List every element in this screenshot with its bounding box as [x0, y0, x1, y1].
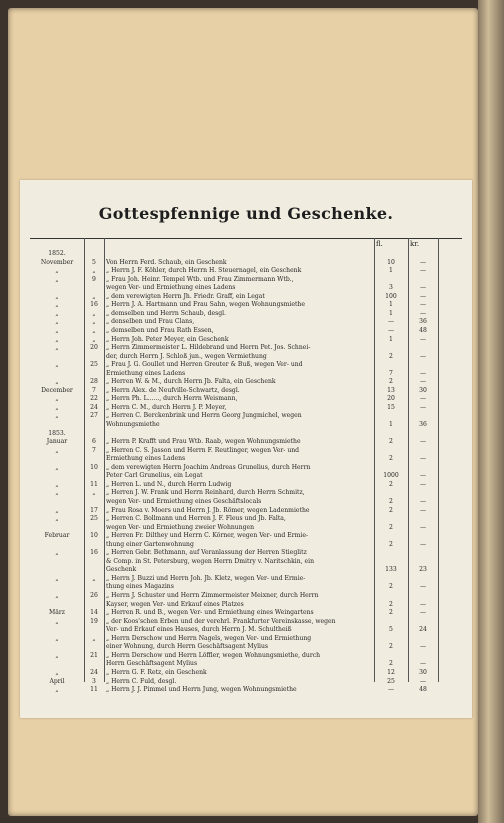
day-cell: 7 — [92, 446, 96, 454]
entry-text: „ Herrn Alex. de Neufville-Schwartz, desgl. — [106, 386, 240, 394]
table-row — [30, 532, 462, 540]
entry-text: „ der Koos'schen Erben und der verehrl. Frankfurter Vereinskasse, wegen — [106, 617, 336, 625]
entry-text: „ dem verewigten Herrn Jh. Friedr. Graff, ein Legat — [106, 292, 265, 300]
month-cell: „ — [55, 361, 59, 369]
table-row — [30, 293, 462, 301]
florin-amount: 10 — [387, 258, 395, 266]
florin-amount: — — [387, 318, 395, 326]
table-row — [30, 318, 462, 326]
table-row — [30, 327, 462, 335]
kreuzer-amount: — — [419, 609, 427, 617]
month-cell: „ — [55, 668, 59, 676]
entry-text: „ Frau Joh. Heinr. Tempel Wtb. und Frau Zimmermann Wtb., — [106, 275, 294, 283]
entry-text: „ demselben und Frau Rath Essen, — [106, 326, 214, 334]
table-row — [30, 353, 462, 361]
month-cell: „ — [55, 344, 59, 352]
florin-amount: 2 — [389, 600, 393, 608]
day-cell: „ — [92, 318, 96, 326]
entry-text: Ermiethung eines Ladens — [106, 455, 186, 463]
table-row — [30, 404, 462, 412]
kreuzer-amount: — — [419, 335, 427, 343]
table-row — [30, 421, 462, 429]
month-cell: „ — [55, 506, 59, 514]
day-cell: 5 — [92, 258, 96, 266]
day-cell: „ — [92, 574, 96, 582]
month-cell: „ — [55, 309, 59, 317]
kreuzer-amount: 36 — [419, 421, 427, 428]
month-cell: „ — [55, 446, 59, 454]
day-cell: 24 — [90, 668, 98, 676]
table-row — [30, 601, 462, 609]
table-row — [30, 558, 462, 566]
month-cell: „ — [55, 592, 59, 599]
table-row — [30, 507, 462, 515]
entry-text: „ Herren W. & M., durch Herrn Jb. Falta, ein Geschenk — [106, 378, 276, 386]
day-cell: 11 — [90, 480, 98, 488]
florin-amount: 1000 — [383, 472, 399, 480]
kreuzer-amount: — — [419, 643, 427, 651]
table-row — [30, 310, 462, 318]
month-cell: „ — [55, 651, 59, 659]
table-row — [30, 669, 462, 677]
table-row — [30, 259, 462, 267]
entry-text: „ Herrn P. Krafft und Frau Wtb. Raab, wegen Wohnungsmiethe — [106, 438, 301, 446]
entry-text: „ Herren C. Berckenbrink und Herrn Georg Jungmichel, wegen — [106, 412, 302, 420]
entry-text: Wohnungsmiethe — [106, 421, 160, 428]
entry-text: „ Herren Fr. Dilthey und Herrn C. Körner, wegen Ver- und Ermie- — [106, 532, 309, 540]
day-cell: 16 — [90, 549, 98, 557]
day-cell: 20 — [90, 344, 98, 352]
table-row — [30, 541, 462, 549]
day-cell: 9 — [92, 275, 96, 283]
day-cell: 14 — [90, 609, 98, 617]
month-cell: „ — [55, 403, 59, 411]
month-cell: „ — [55, 515, 59, 523]
month-cell: 1852. — [48, 250, 66, 257]
day-cell: „ — [92, 267, 96, 275]
month-cell: „ — [55, 617, 59, 625]
florin-amount: 1 — [389, 301, 393, 309]
month-cell: „ — [55, 574, 59, 582]
month-cell: Januar — [46, 438, 68, 446]
month-cell: „ — [55, 634, 59, 642]
day-cell: 26 — [90, 592, 98, 599]
day-cell: 6 — [92, 438, 96, 446]
day-cell: „ — [92, 326, 96, 334]
month-cell: März — [49, 609, 65, 617]
table-row — [30, 447, 462, 455]
entry-text: „ Herrn C. Fuld, desgl. — [106, 677, 177, 685]
day-cell: 16 — [90, 301, 98, 309]
month-cell: „ — [55, 301, 59, 309]
kreuzer-amount: — — [419, 497, 427, 505]
entry-text: „ Herren C. Bollmann und Herren J. F. Fleus und Jb. Falta, — [106, 515, 286, 523]
entry-text: „ Herrn Ph. L......, durch Herrn Weismann, — [106, 395, 238, 403]
table-row — [30, 336, 462, 344]
entry-text: „ Herrn J. Buzzi und Herrn Joh. Jb. Kletz, wegen Ver- und Ermie- — [106, 574, 306, 582]
entry-text: „ Herren C. S. Jasson und Herrn F. Reutlinger, wegen Ver- und — [106, 446, 300, 454]
florin-amount: 2 — [389, 523, 393, 531]
day-cell: 19 — [90, 617, 98, 625]
kreuzer-amount: 23 — [419, 566, 427, 574]
kreuzer-amount: 30 — [419, 386, 427, 394]
month-cell: „ — [55, 318, 59, 326]
entry-text: Ermiethung eines Ladens — [106, 369, 186, 377]
column-header-kr: kr. — [410, 240, 420, 248]
entry-text: „ Herrn J. J. Pimmel und Herrn Jung, wegen Wohnungsmiethe — [106, 686, 297, 694]
kreuzer-amount: — — [419, 506, 427, 514]
column-header-fl: fl. — [376, 240, 383, 248]
entry-text: „ Herrn C. M., durch Herrn J. P. Meyer, — [106, 403, 227, 411]
table-row — [30, 430, 462, 438]
book-spine — [478, 0, 504, 823]
florin-amount: 1 — [389, 267, 393, 275]
month-cell: December — [41, 386, 73, 394]
kreuzer-amount: — — [419, 284, 427, 292]
kreuzer-amount: — — [419, 660, 427, 668]
kreuzer-amount: — — [419, 395, 427, 403]
kreuzer-amount: 48 — [419, 326, 427, 334]
table-row — [30, 566, 462, 574]
florin-amount: 2 — [389, 497, 393, 505]
table-row — [30, 455, 462, 463]
day-cell: 10 — [90, 532, 98, 540]
table-row — [30, 635, 462, 643]
table-row — [30, 678, 462, 686]
florin-amount: 12 — [387, 668, 395, 676]
kreuzer-amount: — — [419, 677, 427, 685]
month-cell: „ — [55, 686, 59, 694]
florin-amount: — — [387, 326, 395, 334]
kreuzer-amount: — — [419, 455, 427, 463]
pasted-page — [20, 180, 472, 718]
day-cell: „ — [92, 634, 96, 642]
florin-amount: 2 — [389, 455, 393, 463]
entry-text: Ver- und Erkauf eines Hauses, durch Herrn J. M. Schultheiß — [106, 626, 292, 634]
kreuzer-amount: — — [419, 523, 427, 531]
day-cell: 27 — [90, 412, 98, 420]
entry-text: „ denselben und Frau Clans, — [106, 318, 195, 326]
kreuzer-amount: — — [419, 258, 427, 266]
entry-text: thung eines Magazins — [106, 583, 174, 591]
florin-amount: 2 — [389, 583, 393, 591]
florin-amount: 1 — [389, 335, 393, 343]
month-cell: „ — [55, 549, 59, 557]
florin-amount: 2 — [389, 378, 393, 386]
top-rule — [30, 238, 462, 239]
kreuzer-amount: — — [419, 540, 427, 548]
month-cell: „ — [55, 335, 59, 343]
kreuzer-amount: 48 — [419, 686, 427, 694]
day-cell: 10 — [90, 463, 98, 471]
table-row — [30, 498, 462, 506]
entry-text: „ demselben und Herrn Schaub, desgl. — [106, 309, 226, 317]
table-row — [30, 250, 462, 258]
table-row — [30, 489, 462, 497]
entry-text: „ Herren J. W. Frank und Herrn Reinhard, durch Herrn Schmitz, — [106, 489, 305, 497]
table-row — [30, 344, 462, 352]
table-row — [30, 660, 462, 668]
entry-text: einer Wohnung, durch Herrn Geschäftsagent Mylius — [106, 643, 269, 651]
month-cell: 1853. — [48, 429, 66, 437]
day-cell: 25 — [90, 361, 98, 369]
florin-amount: 2 — [389, 540, 393, 548]
month-cell: „ — [55, 292, 59, 300]
table-row — [30, 267, 462, 275]
day-cell: 11 — [90, 686, 98, 694]
kreuzer-amount: — — [419, 369, 427, 377]
kreuzer-amount: — — [419, 600, 427, 608]
month-cell: „ — [55, 489, 59, 497]
month-cell: November — [40, 258, 74, 266]
table-row — [30, 592, 462, 600]
kreuzer-amount: — — [419, 267, 427, 275]
month-cell: „ — [55, 463, 59, 471]
month-cell: Februar — [44, 532, 70, 540]
florin-amount: 3 — [389, 284, 393, 292]
table-row — [30, 378, 462, 386]
entry-text: & Comp. in St. Petersburg, wegen Herrn Dmitry v. Naritschkin, ein — [106, 557, 315, 565]
table-row — [30, 301, 462, 309]
florin-amount: 7 — [389, 369, 393, 377]
florin-amount: 25 — [387, 677, 395, 685]
entry-text: „ Herrn J. Schuster und Herrn Zimmermeister Meixner, durch Herrn — [106, 592, 319, 599]
table-row — [30, 686, 462, 694]
day-cell: 17 — [90, 506, 98, 514]
entry-text: „ Herrn J. F. Köhler, durch Herrn H. Steuernagel, ein Geschenk — [106, 267, 302, 275]
kreuzer-amount: — — [419, 301, 427, 309]
day-cell: 3 — [92, 677, 96, 685]
table-row — [30, 609, 462, 617]
entry-text: „ Herren Gebr. Bethmann, auf Veranlassung der Herren Stieglitz — [106, 549, 307, 557]
entry-text: „ Frau Rosa v. Moers und Herrn J. Jb. Römer, wegen Ladenmiethe — [106, 506, 310, 514]
entry-text: „ Frau J. G. Goullet und Herren Greuter & Buß, wegen Ver- und — [106, 361, 303, 369]
florin-amount: 2 — [389, 660, 393, 668]
month-cell: April — [49, 677, 65, 685]
entry-text: thung einer Gartenwohnung — [106, 540, 194, 548]
florin-amount: 100 — [385, 292, 397, 300]
month-cell: „ — [55, 378, 59, 386]
table-row — [30, 626, 462, 634]
kreuzer-amount: — — [419, 309, 427, 317]
florin-amount: 2 — [389, 506, 393, 514]
day-cell: „ — [92, 335, 96, 343]
entry-text: „ Herrn G. F. Retz, ein Geschenk — [106, 668, 207, 676]
entry-text: „ Herrn Joh. Peter Meyer, ein Geschenk — [106, 335, 229, 343]
entry-text: Peter Carl Grunelius, ein Legat — [106, 472, 203, 480]
kreuzer-amount: — — [419, 403, 427, 411]
entry-text: Von Herrn Ferd. Schaub, ein Geschenk — [106, 258, 227, 266]
kreuzer-amount: 30 — [419, 668, 427, 676]
table-row — [30, 575, 462, 583]
entry-text: wegen Ver- und Ermiethung zweier Wohnungen — [106, 523, 255, 531]
table-row — [30, 515, 462, 523]
month-cell: „ — [55, 326, 59, 334]
florin-amount: 133 — [385, 566, 397, 574]
table-row — [30, 643, 462, 651]
entry-text: Kayser, wegen Ver- und Erkauf eines Platzes — [106, 600, 244, 608]
entry-text: „ Herrn Derschow und Herrn Nagels, wegen Ver- und Ermiethung — [106, 634, 312, 642]
entry-text: wegen Ver- und Ermiethung eines Ladens — [106, 284, 236, 292]
entry-text: „ Herrn J. A. Hartmann und Frau Sahn, wegen Wohnungsmiethe — [106, 301, 305, 309]
florin-amount: 2 — [389, 438, 393, 446]
florin-amount: 2 — [389, 609, 393, 617]
kreuzer-amount: — — [419, 583, 427, 591]
day-cell: 25 — [90, 515, 98, 523]
florin-amount: — — [387, 686, 395, 694]
day-cell: 22 — [90, 395, 98, 403]
table-row — [30, 618, 462, 626]
day-cell: 21 — [90, 651, 98, 659]
month-cell: „ — [55, 395, 59, 403]
entry-text: „ Herrn Zimmermeister L. Hildebrand und Herrn Pet. Jos. Schnei- — [106, 344, 311, 352]
table-row — [30, 412, 462, 420]
table-row — [30, 438, 462, 446]
table-row — [30, 284, 462, 292]
day-cell: „ — [92, 489, 96, 497]
entry-text: „ dem verewigten Herrn Joachim Andreas Grunelius, durch Herrn — [106, 463, 311, 471]
page-title: Gottespfennige und Geschenke. — [98, 204, 394, 223]
day-cell: 7 — [92, 386, 96, 394]
month-cell: „ — [55, 412, 59, 420]
florin-amount: 2 — [389, 352, 393, 360]
day-cell: „ — [92, 292, 96, 300]
table-row — [30, 549, 462, 557]
florin-amount: 2 — [389, 480, 393, 488]
kreuzer-amount: — — [419, 352, 427, 360]
day-cell: 28 — [90, 378, 98, 386]
entry-text: der, durch Herrn J. Schloß jun., wegen Vermiethung — [106, 352, 267, 360]
florin-amount: 1 — [389, 421, 393, 428]
florin-amount: 5 — [389, 626, 393, 634]
table-row — [30, 583, 462, 591]
kreuzer-amount: — — [419, 438, 427, 446]
table-row — [30, 472, 462, 480]
kreuzer-amount: — — [419, 378, 427, 386]
month-cell: „ — [55, 275, 59, 283]
florin-amount: 13 — [387, 386, 395, 394]
entry-text: Geschenk — [106, 566, 137, 574]
month-cell: „ — [55, 480, 59, 488]
kreuzer-amount: — — [419, 472, 427, 480]
table-row — [30, 652, 462, 660]
kreuzer-amount: 36 — [419, 318, 427, 326]
kreuzer-amount: 24 — [419, 626, 427, 634]
entry-text: „ Herrn Derschow und Herrn Löffler, wegen Wohnungsmiethe, durch — [106, 651, 321, 659]
florin-amount: 1 — [389, 309, 393, 317]
kreuzer-amount: — — [419, 480, 427, 488]
table-row — [30, 481, 462, 489]
table-row — [30, 387, 462, 395]
florin-amount: 20 — [387, 395, 395, 403]
florin-amount: 2 — [389, 643, 393, 651]
table-row — [30, 370, 462, 378]
table-row — [30, 395, 462, 403]
day-cell: „ — [92, 309, 96, 317]
entry-text: wegen Ver- und Ermiethung eines Geschäftslocals — [106, 497, 262, 505]
table-row — [30, 464, 462, 472]
entry-text: „ Herren L. und N., durch Herrn Ludwig — [106, 480, 232, 488]
table-row — [30, 524, 462, 532]
month-cell: „ — [55, 267, 59, 275]
kreuzer-amount: — — [419, 292, 427, 300]
day-cell: 24 — [90, 403, 98, 411]
entry-text: „ Herren R. und B., wegen Ver- und Ermiethung eines Weingartens — [106, 609, 314, 617]
entry-text: Herrn Geschäftsagent Mylius — [106, 660, 198, 668]
florin-amount: 15 — [387, 403, 395, 411]
table-row — [30, 276, 462, 284]
table-row — [30, 361, 462, 369]
